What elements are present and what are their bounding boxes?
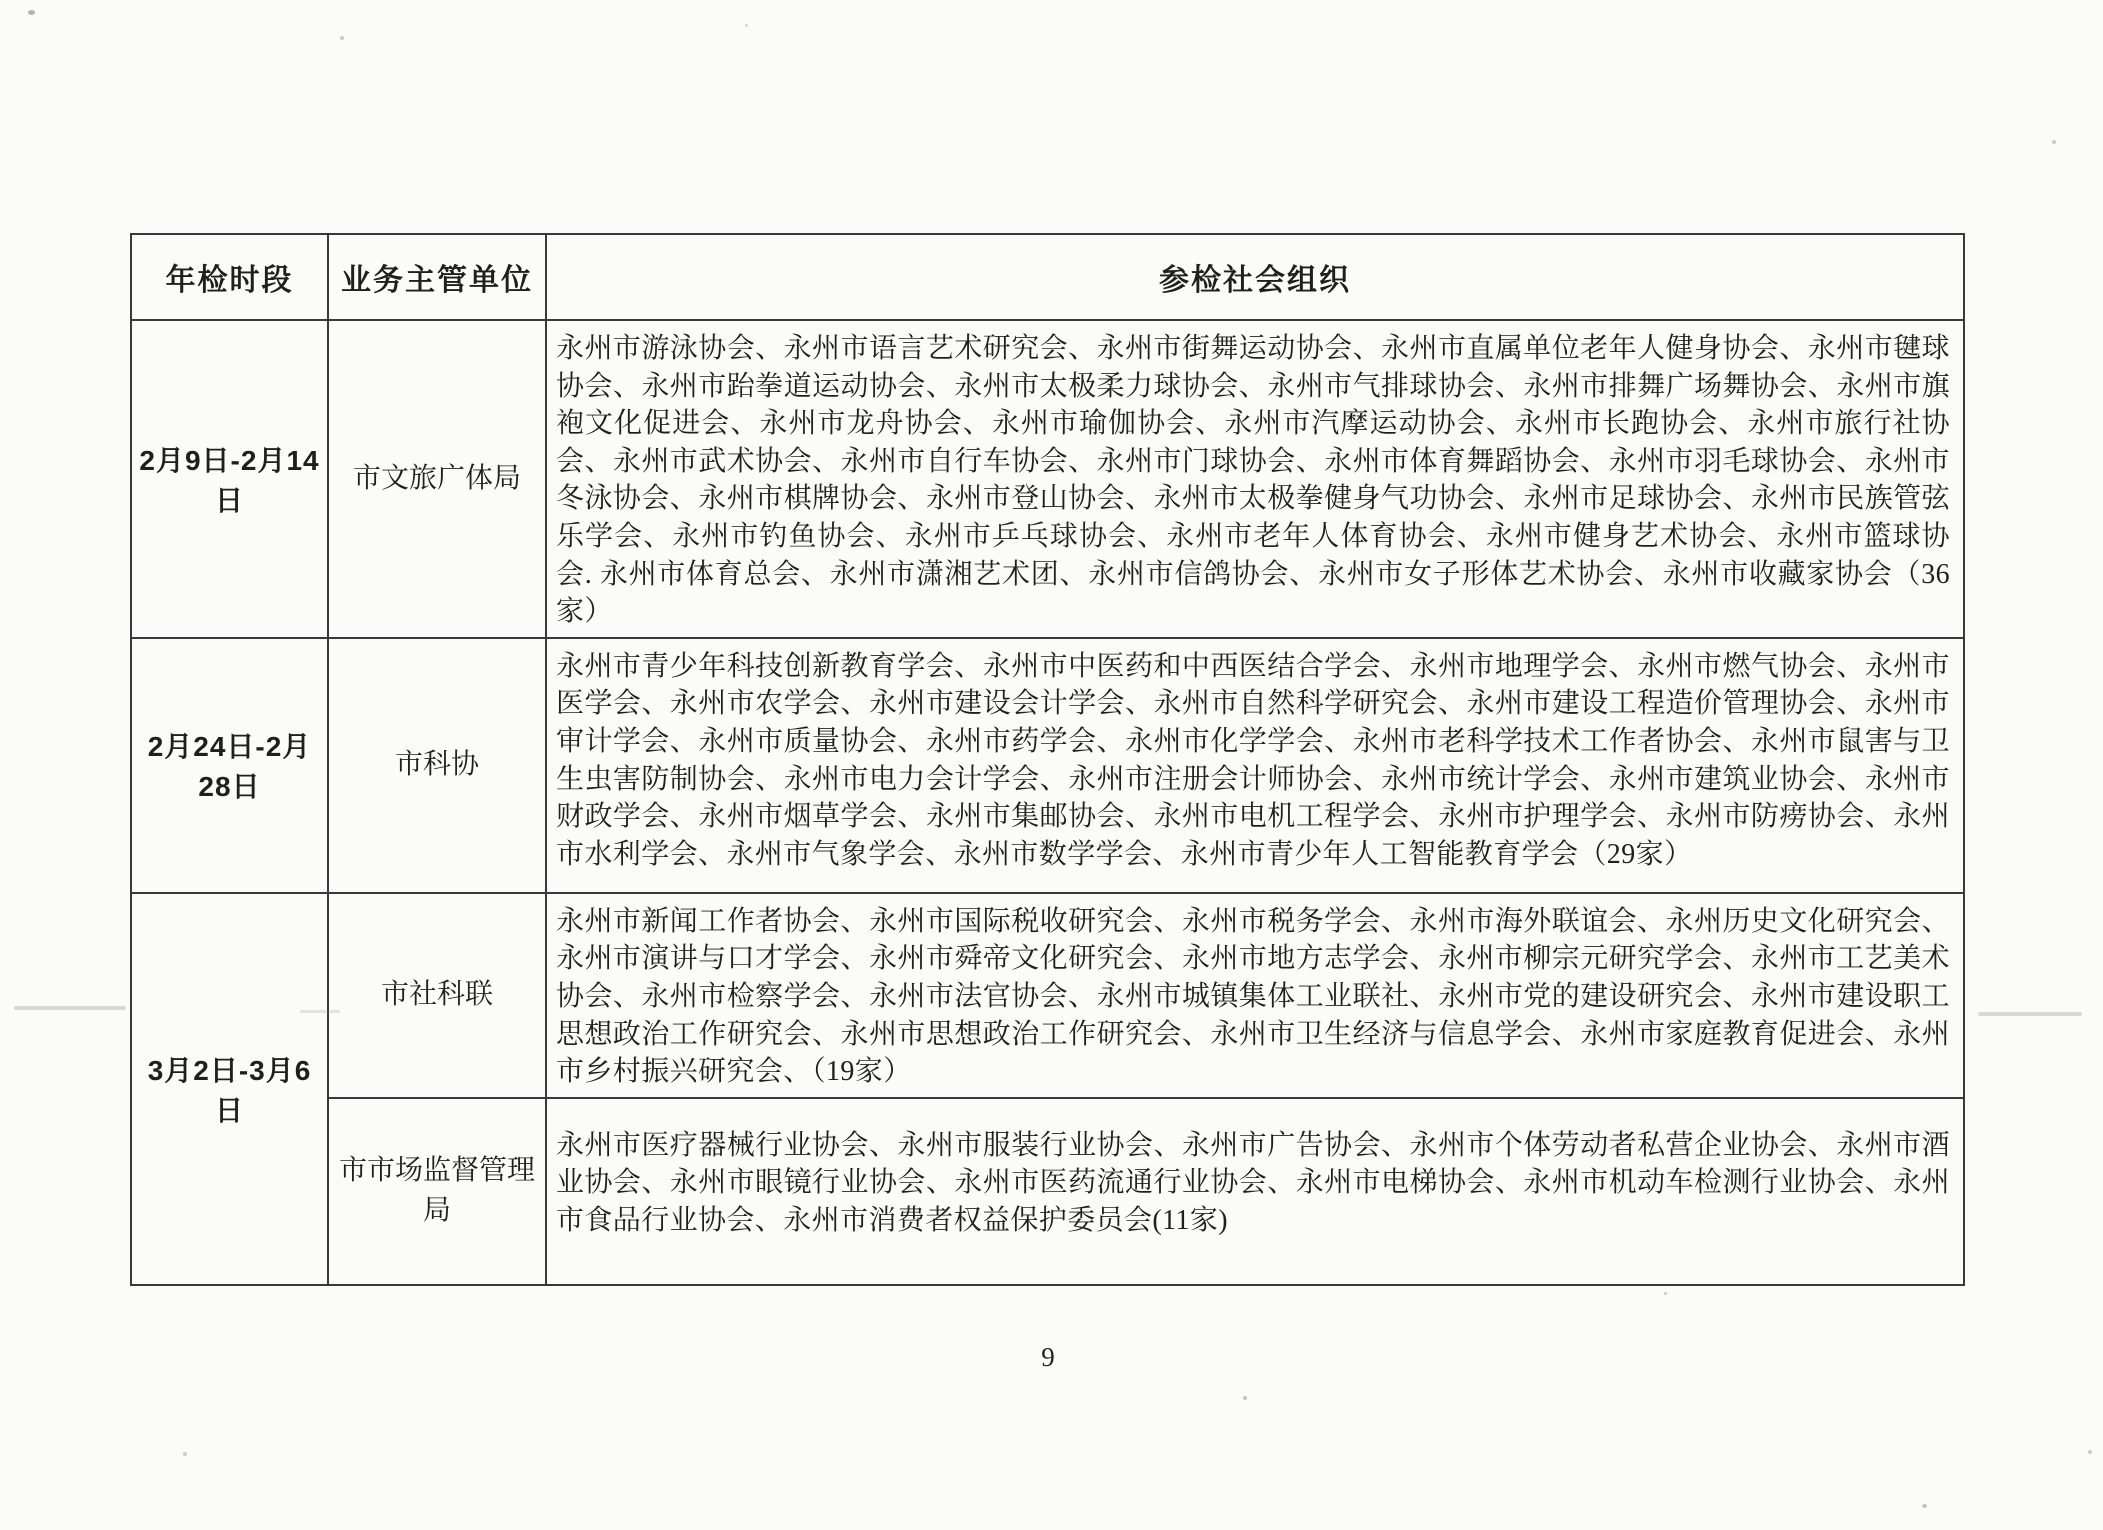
scan-noise [300, 1010, 340, 1013]
period-cell-row2: 2月24日-2月28日 [131, 638, 328, 893]
header-unit: 业务主管单位 [328, 234, 546, 320]
orgs-cell-row3: 永州市新闻工作者协会、永州市国际税收研究会、永州市税务学会、永州市海外联谊会、永州历史文化研究会、永州市演讲与口才学会、永州市舜帝文化研究会、永州市地方志学会、永州市柳宗元研究学会、永州市工艺美术协会、永州市检察学会、永州市法官协会、永州市城镇集体工业联社、永州市党的建设研究会、永州市建设职工思想政治工作研究会、永州市思想政治工作研究会、永州市卫生经济与信息学会、永州市家庭教育促进会、永州市乡村振兴研究会、（19家） [546, 893, 1964, 1098]
scan-noise [340, 36, 344, 40]
scan-noise [2088, 1450, 2092, 1454]
header-period: 年检时段 [131, 234, 328, 320]
orgs-cell-row1: 永州市游泳协会、永州市语言艺术研究会、永州市街舞运动协会、永州市直属单位老年人健身协会、永州市毽球协会、永州市跆拳道运动协会、永州市太极柔力球协会、永州市气排球协会、永州市排舞广场舞协会、永州市旗袍文化促进会、永州市龙舟协会、永州市瑜伽协会、永州市汽摩运动协会、永州市长跑协会、永州市旅行社协会、永州市武术协会、永州市自行车协会、永州市门球协会、永州市体育舞蹈协会、永州市羽毛球协会、永州市冬泳协会、永州市棋牌协会、永州市登山协会、永州市太极拳健身气功协会、永州市足球协会、永州市民族管弦乐学会、永州市钓鱼协会、永州市乒乓球协会、永州市老年人体育协会、永州市健身艺术协会、永州市篮球协会. 永州市体育总会、永州市潇湘艺术团、永州市信鸽协会、永州市女子形体艺术协会、永州市收藏家协会（36家） [546, 320, 1964, 638]
table-row [131, 1098, 1964, 1285]
header-orgs: 参检社会组织 [546, 234, 1964, 320]
scan-noise [1922, 1504, 1927, 1508]
period-cell-row1: 2月9日-2月14日 [131, 320, 328, 638]
scan-noise [28, 10, 35, 15]
unit-cell-row3: 市社科联 [328, 893, 546, 1098]
unit-cell-row2: 市科协 [328, 638, 546, 893]
table-header-row [131, 234, 1964, 320]
scan-noise [1243, 1396, 1247, 1400]
scan-noise [1978, 1012, 2082, 1016]
unit-cell-row4: 市市场监督管理局 [328, 1098, 546, 1285]
orgs-cell-row4: 永州市医疗器械行业协会、永州市服装行业协会、永州市广告协会、永州市个体劳动者私营企业协会、永州市酒业协会、永州市眼镜行业协会、永州市医药流通行业协会、永州市电梯协会、永州市机动车检测行业协会、永州市食品行业协会、永州市消费者权益保护委员会(11家) [546, 1098, 1964, 1285]
scan-noise [2052, 140, 2056, 144]
page-number: 9 [1041, 1342, 1055, 1372]
annual-inspection-table [130, 233, 1965, 1286]
scan-noise [1664, 1292, 1667, 1295]
scan-noise [183, 1452, 187, 1456]
orgs-cell-row2: 永州市青少年科技创新教育学会、永州市中医药和中西医结合学会、永州市地理学会、永州市燃气协会、永州市医学会、永州市农学会、永州市建设会计学会、永州市自然科学研究会、永州市建设工程造价管理协会、永州市审计学会、永州市质量协会、永州市药学会、永州市化学学会、永州市老科学技术工作者协会、永州市鼠害与卫生虫害防制协会、永州市电力会计学会、永州市注册会计师协会、永州市统计学会、永州市建筑业协会、永州市财政学会、永州市烟草学会、永州市集邮协会、永州市电机工程学会、永州市护理学会、永州市防痨协会、永州市水利学会、永州市气象学会、永州市数学学会、永州市青少年人工智能教育学会（29家） [546, 638, 1964, 893]
table-row [131, 638, 1964, 893]
table-row [131, 893, 1964, 1098]
period-cell-row3-4: 3月2日-3月6日 [131, 893, 328, 1285]
table-row [131, 320, 1964, 638]
unit-cell-row1: 市文旅广体局 [328, 320, 546, 638]
scan-noise [14, 1006, 126, 1010]
scan-noise [745, 24, 748, 27]
